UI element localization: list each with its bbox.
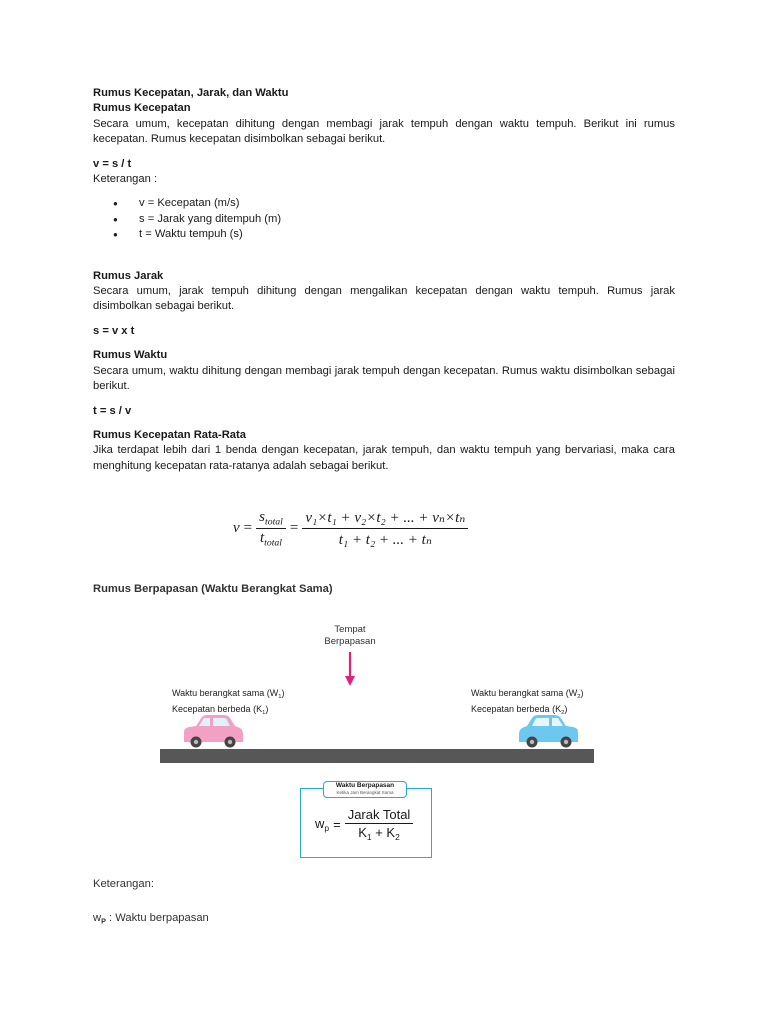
- list-item: ● s = Jarak yang ditempuh (m): [93, 212, 675, 227]
- frac-num: s: [259, 508, 265, 525]
- list-item: ● v = Kecepatan (m/s): [93, 196, 675, 211]
- berpapasan-diagram: [150, 618, 610, 868]
- frac2-den: t₁ + t₂ + ... + tₙ: [338, 532, 432, 548]
- average-speed-formula: v = $\frac{s_{total}}{t_{total}}$ = $\frac{\text{v₁×t₁ + v₂×t₂ + ... + vₙ×tₙ}}{\text{t₁ + t₂ + ... + tₙ}}$: [233, 508, 468, 549]
- left-car-label: Waktu berangkat sama $(W_1)$ Kecepatan berbeda $(K_1)$: [172, 688, 285, 717]
- blue-car-icon: [518, 714, 582, 748]
- heading-jarak: Rumus Jarak: [93, 269, 164, 282]
- list-item: ● t = Waktu tempuh (s): [93, 227, 675, 242]
- right-car-label: Waktu berangkat sama $(W_2)$ Kecepatan berbeda $(K_2)$: [471, 688, 584, 717]
- wp-definition: $w_P$ : Waktu berpapasan: [93, 912, 209, 926]
- paragraph-jarak: Secara umum, jarak tempuh dihitung dengan mengalikan kecepatan dengan waktu tempuh. Rumus jarak disimbolkan sebagai berikut.: [93, 285, 675, 313]
- road: [160, 749, 594, 763]
- waktu-berpapasan-box: [300, 782, 432, 858]
- box-tag: Waktu Berpapasan Ketika Jam Berangkat Sama: [323, 781, 407, 798]
- formula-jarak: s = v x t: [93, 324, 135, 337]
- heading-kecepatan: Rumus Kecepatan: [93, 102, 191, 115]
- keterangan-label-2: Keterangan:: [93, 878, 154, 890]
- heading-berpapasan: Rumus Berpapasan (Waktu Berangkat Sama): [93, 583, 333, 595]
- fraction-total: [256, 509, 286, 549]
- paragraph-rata-rata: Jika terdapat lebih dari 1 benda dengan kecepatan, jarak tempuh, dan waktu tempuh yang bervariasi, maka cara menghitung kecepatan rata-ratanya adalah sebagai berikut.: [93, 444, 675, 472]
- keterangan-label: Keterangan :: [93, 173, 158, 186]
- wp-formula: $w_p$ = $\frac{\text{Jarak Total}}{K_1 + K_2}$: [315, 807, 413, 842]
- formula-lhs: v: [233, 520, 240, 536]
- formula-waktu: t = s / v: [93, 404, 132, 417]
- fraction-expanded: [302, 508, 468, 549]
- frac-num-sub: total: [264, 516, 283, 527]
- frac-den-sub: total: [264, 537, 283, 549]
- pink-car-icon: [180, 714, 244, 748]
- heading-waktu: Rumus Waktu: [93, 349, 168, 362]
- arrow-down-icon: [344, 652, 356, 686]
- doc-title: Rumus Kecepatan, Jarak, dan Waktu: [93, 87, 289, 99]
- paragraph-waktu: Secara umum, waktu dihitung dengan membagi jarak tempuh dengan kecepatan. Rumus waktu disimbolkan sebagai berikut.: [93, 364, 675, 393]
- heading-rata-rata: Rumus Kecepatan Rata-Rata: [93, 428, 246, 441]
- meet-label: Tempat Berpapasan: [324, 624, 376, 647]
- frac-den: t: [259, 530, 265, 546]
- paragraph-kecepatan: Secara umum, kecepatan dihitung dengan membagi jarak tempuh dengan waktu tempuh. Berikut ini rumus kecepatan. Rumus kecepatan disimbolkan sebagai berikut.: [93, 117, 675, 146]
- keterangan-list: [93, 196, 675, 242]
- formula-kecepatan: v = s / t: [93, 157, 132, 170]
- document-body: [93, 86, 675, 474]
- frac2-num: v₁×t₁ + v₂×t₂ + ... + vₙ×tₙ: [302, 508, 468, 529]
